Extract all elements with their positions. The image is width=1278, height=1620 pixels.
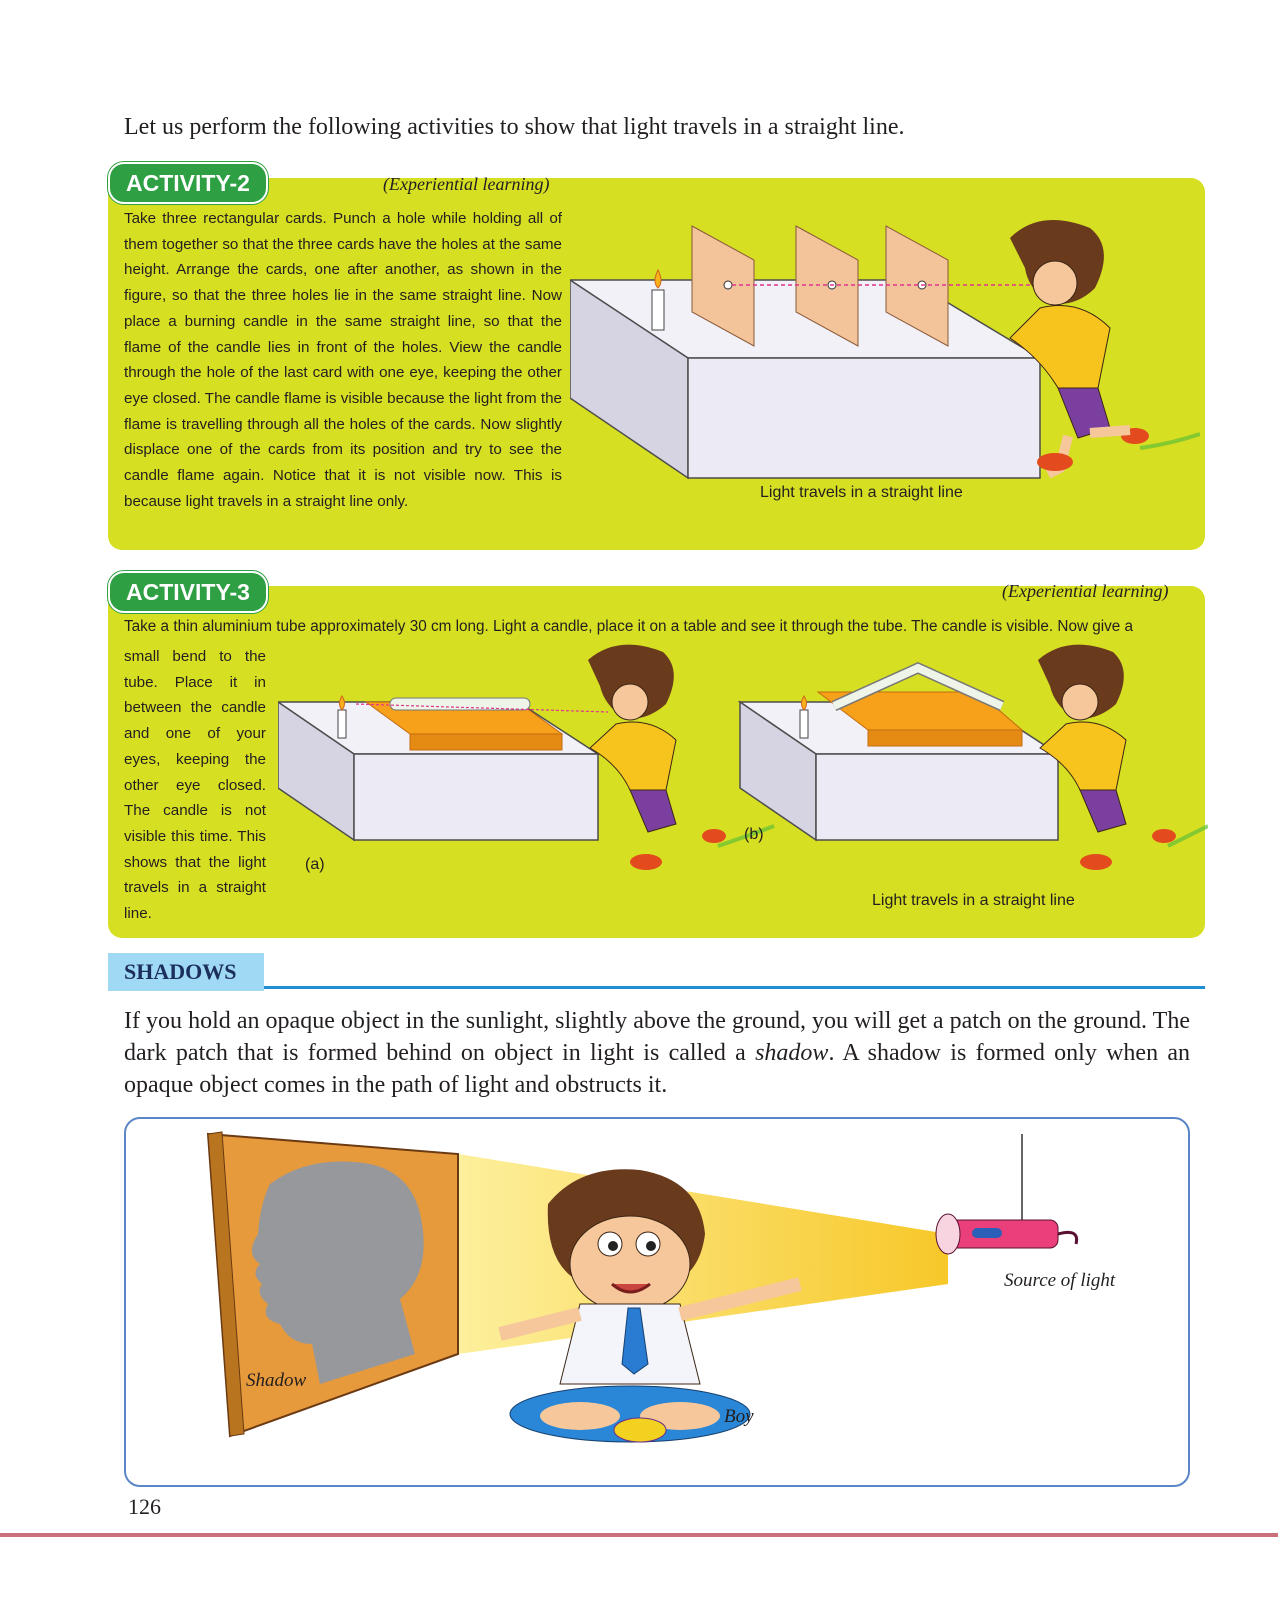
bottom-rule: [0, 1533, 1278, 1537]
shadow-label: Shadow: [246, 1370, 307, 1391]
activity-2-illustration: [570, 208, 1200, 498]
activity-3-text: small bend to the tube. Place it in between the candle and one of your eyes, keeping the other eye closed. The candle is not visible this time. This shows that the light travels in a straight line.: [124, 648, 266, 923]
shadow-term: shadow: [755, 1040, 829, 1066]
activity-3-caption: Light travels in a straight line: [872, 892, 1075, 909]
activity-2-caption: Light travels in a straight line: [760, 484, 963, 501]
figure-b-label: (b): [744, 826, 764, 843]
figure-a-label: (a): [305, 856, 325, 873]
page-number: 126: [128, 1494, 161, 1519]
shadow-illustration: [200, 1124, 1140, 1484]
activity-3-first-line: Take a thin aluminium tube approximately 30 cm long. Light a candle, place it on a table and see it through the tube. The candle is visible. Now give a: [124, 618, 1134, 635]
source-of-light-label: Source of light: [1004, 1270, 1116, 1291]
activity-2-badge: ACTIVITY-2: [108, 162, 268, 204]
intro-sentence: Let us perform the following activities to show that light travels in a straight line.: [124, 114, 905, 140]
shadows-paragraph: If you hold an opaque object in the sunlight, slightly above the ground, you will get a patch on the ground. The dark patch that is formed behind on object in light is called a shadow. A shadow is formed only when an opaque object comes in the path of light and obstructs it.: [124, 1008, 1191, 1098]
activity-3-illustration: [278, 640, 1208, 900]
section-rule: [264, 986, 1205, 989]
activity-3-badge: ACTIVITY-3: [108, 571, 268, 613]
activity-3-tag: (Experiential learning): [1002, 581, 1169, 601]
section-heading-shadows: SHADOWS: [108, 953, 264, 991]
activity-2-tag: (Experiential learning): [383, 174, 550, 194]
boy-label: Boy: [724, 1406, 754, 1427]
activity-2-text: Take three rectangular cards. Punch a hole while holding all of them together so that the three cards have the holes at the same height. Arrange the cards, one after another, as shown in the figure, so that the three holes lie in the same straight line. Now place a burning candle in the same straight line, so that the flame of the candle lies in front of the holes. View the candle through the hole of the last card with one eye, keeping the other eye closed. The candle flame is visible because the light from the flame is travelling through all the holes of the cards. Now slightly displace one of the cards from its position and try to see the candle flame again. Notice that it is not visible now. This is because light travels in a straight line only.: [124, 210, 562, 510]
